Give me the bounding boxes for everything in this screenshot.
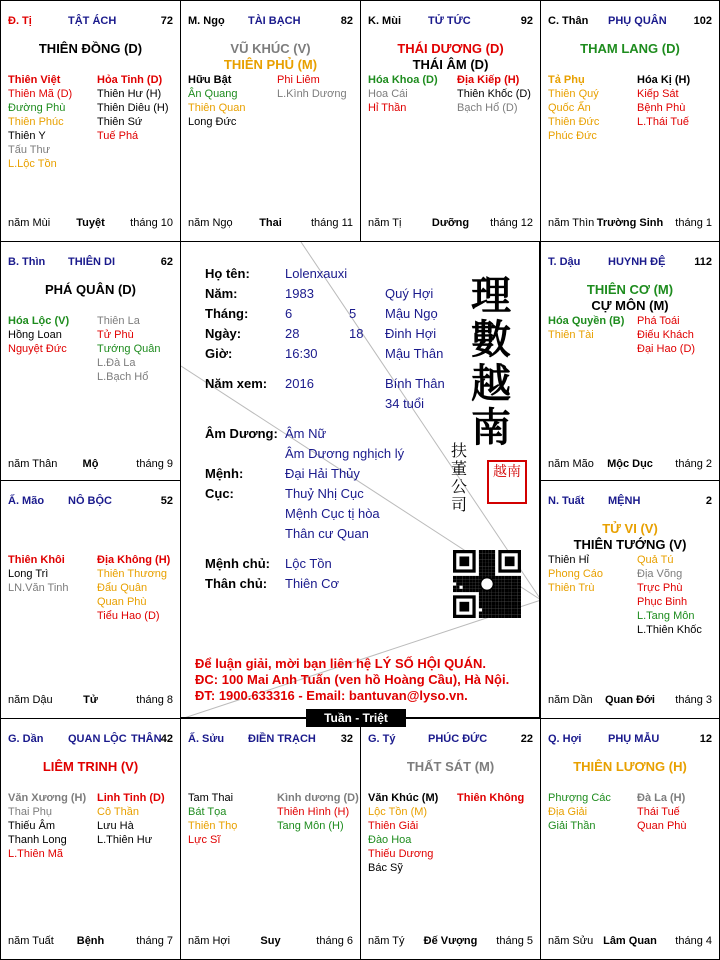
star-item: Lưu Hà <box>97 820 134 832</box>
info-label: Cục: <box>205 486 234 501</box>
star-item: Địa Giải <box>548 806 588 818</box>
palace-location: K. Mùi <box>368 15 401 27</box>
star-item: Thiên Không <box>457 792 525 804</box>
palace-name: PHÚC ĐỨC <box>428 733 488 745</box>
info-value: 6 <box>285 306 293 321</box>
star-item: Giải Thần <box>548 820 596 832</box>
tuan-triet-badge: Tuần - Triệt <box>306 709 406 727</box>
star-item: Thiên La <box>97 315 140 327</box>
star-item: L.Thiên Hư <box>97 834 153 846</box>
info-value: Âm Nữ <box>285 426 327 441</box>
calligraphy-sub-char: 司 <box>450 495 467 514</box>
contact-line: Để luận giải, mời bạn liên hệ LÝ SỐ HỘI QUÁN. <box>195 656 486 671</box>
palace-age: 72 <box>160 15 173 27</box>
star-item: L.Bạch Hổ <box>97 371 149 383</box>
palace-header <box>8 495 173 509</box>
palace-year: năm Dậu <box>8 694 53 706</box>
star-item: Đào Hoa <box>368 834 412 846</box>
info-canchi: Đinh Hợi <box>385 326 437 341</box>
palace-name: NÔ BỘC <box>68 495 112 507</box>
star-item: Đại Hao (D) <box>637 343 696 355</box>
info-label: Mệnh: <box>205 466 244 481</box>
palace-year: năm Thìn <box>548 217 595 229</box>
star-item: L.Lộc Tồn <box>8 158 57 170</box>
palace-ti <box>0 0 181 242</box>
palace-tuat <box>540 480 720 719</box>
palace-location: M. Ngọ <box>188 15 225 27</box>
palace-footer <box>548 458 712 472</box>
palace-footer <box>8 935 173 949</box>
info-value: 1983 <box>285 286 314 301</box>
palace-mao <box>0 480 181 719</box>
palace-footer <box>548 694 712 708</box>
palace-footer <box>8 694 173 708</box>
palace-name: TẬT ÁCH <box>68 15 117 27</box>
star-item: Thiên Đức <box>548 116 600 128</box>
star-item: Tang Môn (H) <box>277 820 344 832</box>
palace-name: TỬ TỨC <box>428 15 471 27</box>
main-star: LIÊM TRINH (V) <box>42 759 139 774</box>
star-item: Hóa Khoa (D) <box>368 74 438 86</box>
palace-location: T. Dậu <box>548 256 581 268</box>
info-label: Họ tên: <box>205 266 250 281</box>
palace-month: tháng 7 <box>136 935 173 947</box>
star-item: Tam Thai <box>188 792 234 804</box>
contact-line: ĐC: 100 Mai Anh Tuấn (ven hồ Hoàng Cầu), Hà Nội. <box>195 672 510 687</box>
palace-name: TÀI BẠCH <box>248 15 301 27</box>
star-item: Tiểu Hao (D) <box>97 610 160 622</box>
main-star: THIÊN CƠ (M) <box>586 282 674 297</box>
palace-year: năm Hợi <box>188 935 231 947</box>
palace-dau <box>540 241 720 483</box>
star-item: L.Tang Môn <box>637 610 695 622</box>
star-item: L.Kình Dương <box>277 88 347 100</box>
palace-header <box>368 15 533 29</box>
main-star: PHÁ QUÂN (D) <box>45 282 136 297</box>
star-item: Thiên Diêu (H) <box>97 102 169 114</box>
info-label: Năm: <box>205 286 238 301</box>
star-item: Hoa Cái <box>368 88 408 100</box>
palace-footer <box>548 935 712 949</box>
palace-location: C. Thân <box>548 15 589 27</box>
main-star: VŨ KHÚC (V) <box>230 41 311 56</box>
star-item: Địa Võng <box>637 568 683 580</box>
life-stage: Bệnh <box>76 935 105 947</box>
star-item: Hỏa Tinh (D) <box>97 74 163 86</box>
star-item: Hóa Quyền (B) <box>548 315 625 327</box>
info-value: Âm Dương nghịch lý <box>285 446 405 461</box>
palace-location: B. Thìn <box>8 256 46 268</box>
star-item: Thiên Thương <box>97 568 168 580</box>
star-item: Ân Quang <box>188 88 238 100</box>
palace-year: năm Thân <box>8 458 58 470</box>
star-item: L.Thiên Khốc <box>637 624 702 636</box>
star-item: Thiên Sứ <box>97 116 143 128</box>
life-stage: Trường Sinh <box>596 217 664 229</box>
info-label: Năm xem: <box>205 376 268 391</box>
info-canchi: Quý Hợi <box>385 286 434 301</box>
info-canchi: Mậu Thân <box>385 346 444 361</box>
star-item: Địa Kiếp (H) <box>457 74 520 86</box>
star-item: Long Đức <box>188 116 237 128</box>
palace-year: năm Mùi <box>8 217 51 229</box>
info-label: Thân chủ: <box>205 576 268 591</box>
star-item: Đà La (H) <box>637 792 686 804</box>
palace-footer <box>8 217 173 231</box>
calligraphy-sub-char: 扶 <box>450 441 467 460</box>
star-item: Bác Sỹ <box>368 862 403 874</box>
star-item: Thiên Quan <box>188 102 246 114</box>
palace-location: Ấ. Mão <box>8 495 45 507</box>
calligraphy-char: 理 <box>471 272 511 319</box>
palace-header <box>548 733 712 747</box>
palace-age: 32 <box>340 733 353 745</box>
palace-thin <box>0 241 181 483</box>
palace-age: 92 <box>520 15 533 27</box>
palace-than <box>540 0 720 242</box>
star-item: Phục Binh <box>637 596 688 608</box>
palace-year: năm Dần <box>548 694 593 706</box>
star-item: Hóa Kị (H) <box>637 74 691 86</box>
palace-header <box>8 256 173 270</box>
main-star: THIÊN ĐỒNG (D) <box>38 41 143 56</box>
calligraphy-sub-char: 董 <box>450 459 467 478</box>
palace-month: tháng 3 <box>675 694 712 706</box>
palace-dan <box>0 718 181 960</box>
star-item: Thiên Trù <box>548 582 595 594</box>
palace-header <box>188 15 353 29</box>
main-star: THIÊN TƯỚNG (V) <box>573 537 687 552</box>
palace-age: 112 <box>694 256 712 268</box>
star-item: Phong Cáo <box>548 568 604 580</box>
star-item: Hữu Bật <box>188 74 232 86</box>
palace-year: năm Ngọ <box>188 217 233 229</box>
palace-age: 82 <box>340 15 353 27</box>
star-item: Tấu Thư <box>8 144 51 156</box>
palace-location: Đ. Tị <box>8 15 32 27</box>
star-item: Bệnh Phù <box>637 102 686 114</box>
palace-footer <box>368 935 533 949</box>
palace-age: 102 <box>693 15 712 27</box>
star-item: Địa Không (H) <box>97 554 171 566</box>
star-item: Thiên Hình (H) <box>277 806 350 818</box>
star-item: LN.Văn Tinh <box>8 582 69 594</box>
palace-location: Q. Hợi <box>548 733 582 745</box>
star-item: Thiên Việt <box>8 74 61 86</box>
main-star: CỰ MÔN (M) <box>591 298 669 313</box>
star-item: Thanh Long <box>8 834 67 846</box>
palace-hoi <box>540 718 720 960</box>
calligraphy-char: 越 <box>471 360 511 407</box>
star-item: Văn Xương (H) <box>8 792 87 804</box>
palace-footer <box>548 217 712 231</box>
info-label: Giờ: <box>205 346 233 361</box>
star-item: Thiên Mã (D) <box>8 88 73 100</box>
palace-header <box>368 733 533 747</box>
palace-year: năm Tuất <box>8 935 54 947</box>
palace-ty <box>360 718 541 960</box>
star-item: Phi Liêm <box>277 74 320 86</box>
star-item: Lộc Tồn (M) <box>368 806 428 818</box>
star-item: Trực Phù <box>637 582 683 594</box>
info-lunar-value: 5 <box>349 306 357 321</box>
life-stage: Mộ <box>82 458 99 470</box>
palace-year: năm Tý <box>368 935 405 947</box>
palace-suu <box>180 718 361 960</box>
palace-header <box>188 733 353 747</box>
info-value: 16:30 <box>285 346 318 361</box>
star-item: Cô Thần <box>97 806 139 818</box>
star-item: Điếu Khách <box>637 329 694 341</box>
info-canchi: Bính Thân <box>385 376 445 391</box>
life-stage: Đế Vượng <box>423 935 478 947</box>
than-marker: THÂN <box>131 733 162 745</box>
palace-month: tháng 2 <box>675 458 712 470</box>
qr-code[interactable] <box>453 550 521 618</box>
red-seal <box>487 460 527 504</box>
palace-header <box>8 733 173 747</box>
star-item: Nguyệt Đức <box>8 343 67 355</box>
palace-age: 2 <box>705 495 712 507</box>
star-item: Tả Phụ <box>548 74 585 86</box>
star-item: Kình dương (D) <box>277 792 359 804</box>
palace-month: tháng 5 <box>496 935 533 947</box>
star-item: Bạch Hổ (D) <box>457 102 518 114</box>
palace-header <box>8 15 173 29</box>
info-label: Mệnh chủ: <box>205 556 270 571</box>
palace-name: HUYNH ĐỆ <box>608 256 666 268</box>
star-item: Thiên Hỉ <box>548 554 589 566</box>
main-star: THAM LANG (D) <box>580 41 680 56</box>
calligraphy-char: 數 <box>471 316 511 363</box>
palace-month: tháng 6 <box>316 935 353 947</box>
info-value: Thuỷ Nhị Cục <box>285 486 364 501</box>
main-star: THIÊN PHỦ (M) <box>223 57 318 72</box>
star-item: Long Trì <box>8 568 49 580</box>
palace-mui <box>360 0 541 242</box>
star-item: Kiếp Sát <box>637 88 679 100</box>
star-item: Hồng Loan <box>8 329 62 341</box>
calligraphy-char: 南 <box>471 404 511 451</box>
star-item: Phượng Các <box>548 792 611 804</box>
life-stage: Tuyệt <box>76 217 105 229</box>
star-item: L.Thái Tuế <box>637 116 689 128</box>
star-item: Quả Tú <box>637 554 674 566</box>
star-item: Đẩu Quân <box>97 582 148 594</box>
star-item: Thiên Hư (H) <box>97 88 162 100</box>
star-item: Tuế Phá <box>97 130 139 142</box>
star-item: Thai Phụ <box>8 806 53 818</box>
info-canchi: Mậu Ngọ <box>385 306 438 321</box>
info-value: 28 <box>285 326 300 341</box>
palace-month: tháng 12 <box>490 217 533 229</box>
star-item: Thiếu Âm <box>8 820 56 832</box>
main-star: THIÊN LƯƠNG (H) <box>573 759 687 774</box>
life-stage: Thai <box>259 217 282 229</box>
star-item: Thiên Tài <box>548 329 594 341</box>
calligraphy-sub <box>449 442 469 514</box>
palace-location: G. Tý <box>368 733 396 745</box>
palace-footer <box>368 217 533 231</box>
info-label: Âm Dương: <box>205 426 278 441</box>
star-item: Bát Tọa <box>188 806 227 818</box>
palace-name: PHỤ MẪU <box>608 733 660 745</box>
star-item: L.Đà La <box>97 357 136 369</box>
star-item: Văn Khúc (M) <box>368 792 439 804</box>
palace-month: tháng 10 <box>130 217 173 229</box>
star-item: Thiên Giải <box>368 820 419 832</box>
life-stage: Dưỡng <box>431 217 470 229</box>
palace-location: G. Dần <box>8 733 44 745</box>
info-canchi: 34 tuổi <box>385 396 425 411</box>
star-item: Phúc Đức <box>548 130 597 142</box>
main-star: THÁI ÂM (D) <box>412 57 489 72</box>
info-value: 2016 <box>285 376 314 391</box>
palace-ngo <box>180 0 361 242</box>
life-stage: Mộc Dục <box>607 458 653 470</box>
star-item: L.Thiên Mã <box>8 848 64 860</box>
palace-footer <box>188 217 353 231</box>
palace-footer <box>188 935 353 949</box>
info-value: Mệnh Cục tị hòa <box>285 506 380 521</box>
star-item: Tướng Quân <box>97 343 161 355</box>
info-label: Tháng: <box>205 306 249 321</box>
palace-location: N. Tuất <box>548 495 585 507</box>
star-item: Quốc Ấn <box>548 102 591 114</box>
palace-location: Ấ. Sửu <box>188 733 225 745</box>
main-star: TỬ VI (V) <box>602 521 658 536</box>
palace-month: tháng 8 <box>136 694 173 706</box>
info-value: Thân cư Quan <box>285 526 369 541</box>
star-item: Thái Tuế <box>637 806 680 818</box>
palace-age: 22 <box>520 733 533 745</box>
palace-month: tháng 4 <box>675 935 712 947</box>
star-item: Phá Toái <box>637 315 680 327</box>
star-item: Lực Sĩ <box>188 834 221 846</box>
palace-age: 62 <box>160 256 173 268</box>
main-star: THÁI DƯƠNG (D) <box>397 41 504 56</box>
star-item: Quan Phù <box>637 820 687 832</box>
main-star: THẤT SÁT (M) <box>406 759 495 774</box>
star-item: Hỉ Thần <box>368 102 407 114</box>
calligraphy-sub-char: 公 <box>450 477 467 496</box>
star-item: Thiên Khôi <box>8 554 65 566</box>
life-stage: Lâm Quan <box>603 935 657 947</box>
life-stage: Quan Đới <box>605 694 655 706</box>
palace-name: MỆNH <box>608 495 641 507</box>
palace-month: tháng 1 <box>675 217 712 229</box>
palace-header <box>548 256 712 270</box>
star-item: Quan Phù <box>97 596 147 608</box>
palace-year: năm Mão <box>548 458 594 470</box>
star-item: Tử Phù <box>97 329 134 341</box>
life-stage: Suy <box>260 935 281 947</box>
palace-header <box>548 495 712 509</box>
star-item: Đường Phù <box>8 102 66 114</box>
star-item: Thiên Thọ <box>188 820 238 832</box>
palace-year: năm Sửu <box>548 935 594 947</box>
star-item: Thiên Y <box>8 130 46 142</box>
palace-header <box>548 15 712 29</box>
info-value: Đại Hải Thủy <box>285 466 360 481</box>
palace-age: 12 <box>699 733 712 745</box>
star-item: Thiên Khốc (D) <box>457 88 531 100</box>
palace-footer <box>8 458 173 472</box>
palace-name: THIÊN DI <box>68 256 116 268</box>
palace-month: tháng 9 <box>136 458 173 470</box>
star-item: Linh Tinh (D) <box>97 792 165 804</box>
info-value: Thiên Cơ <box>285 576 340 591</box>
info-label: Ngày: <box>205 326 242 341</box>
seal-text: 越南 <box>493 464 521 480</box>
palace-age: 42 <box>160 733 173 745</box>
palace-month: tháng 11 <box>310 217 353 229</box>
info-lunar-value: 18 <box>349 326 364 341</box>
palace-name: ĐIỀN TRẠCH <box>248 733 316 745</box>
palace-name: PHỤ QUÂN <box>608 15 667 27</box>
star-item: Thiếu Dương <box>368 848 434 860</box>
star-item: Hóa Lộc (V) <box>8 315 70 327</box>
info-value: Lolenxauxi <box>285 266 348 281</box>
palace-year: năm Tị <box>368 217 402 229</box>
center-info-panel <box>180 241 540 718</box>
life-stage: Tử <box>83 694 98 706</box>
palace-name: QUAN LỘC <box>68 733 127 745</box>
contact-line: ĐT: 1900.633316 - Email: bantuvan@lyso.vn. <box>195 688 468 703</box>
info-value: Lộc Tồn <box>285 556 332 571</box>
star-item: Thiên Quý <box>548 88 599 100</box>
palace-age: 52 <box>160 495 173 507</box>
star-item: Thiên Phúc <box>8 116 64 128</box>
